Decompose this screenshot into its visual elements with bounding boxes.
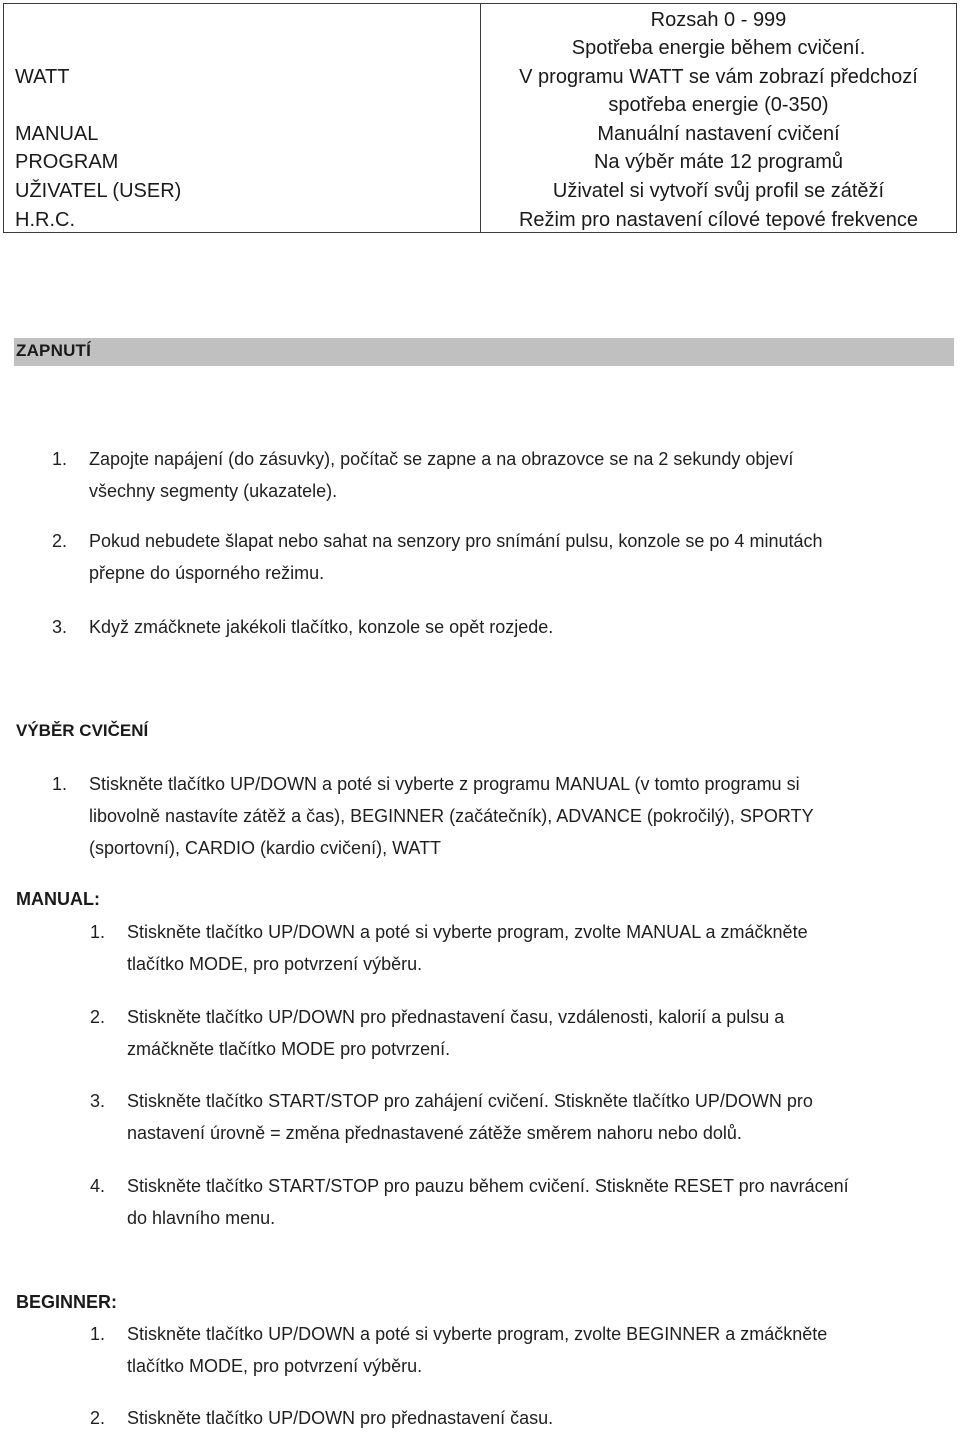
list-number: 4. (90, 1176, 106, 1196)
list-number: 1. (90, 922, 106, 942)
list-item (90, 1318, 950, 1382)
list-text: Stiskněte tlačítko UP/DOWN a poté si vyberte program, zvolte MANUAL a zmáčkněte (127, 922, 808, 942)
list-number: 1. (90, 1324, 106, 1344)
desc-range: Rozsah 0 - 999 (650, 9, 787, 31)
label-program: PROGRAM (15, 151, 119, 173)
desc-watt-line2: spotřeba energie (0-350) (608, 94, 829, 116)
spec-table (3, 3, 957, 233)
desc-watt-line1: V programu WATT se vám zobrazí předchozí (519, 66, 918, 88)
list-text: Pokud nebudete šlapat nebo sahat na senzory pro snímání pulsu, konzole se po 4 minutách (89, 531, 823, 551)
list-item (90, 1170, 950, 1234)
desc-hrc: Režim pro nastavení cílové tepové frekvence (518, 209, 919, 231)
list-text: do hlavního menu. (127, 1208, 276, 1228)
list-text: libovolně nastavíte zátěž a čas), BEGINNER (začátečník), ADVANCE (pokročilý), SPORTY (89, 806, 814, 826)
list-item (90, 916, 950, 980)
list-text: Stiskněte tlačítko UP/DOWN pro přednastavení času, vzdálenosti, kalorií a pulsu a (127, 1007, 785, 1027)
spec-table-description-column (481, 4, 956, 232)
list-item (52, 525, 952, 589)
list-text: nastavení úrovně = změna přednastavené zátěže směrem nahoru nebo dolů. (127, 1123, 742, 1143)
list-text: Stiskněte tlačítko UP/DOWN pro přednastavení času. (127, 1408, 554, 1428)
list-item (90, 1001, 950, 1065)
list-text: tlačítko MODE, pro potvrzení výběru. (127, 954, 423, 974)
section-heading-vyber-cviceni: VÝBĚR CVIČENÍ (16, 721, 149, 740)
list-item (52, 768, 952, 864)
list-item (90, 1402, 950, 1434)
desc-manual: Manuální nastavení cvičení (597, 123, 840, 145)
list-text: zmáčkněte tlačítko MODE pro potvrzení. (127, 1039, 451, 1059)
list-text: všechny segmenty (ukazatele). (89, 481, 338, 501)
label-manual: MANUAL (15, 123, 99, 145)
list-item (52, 443, 952, 507)
label-hrc: H.R.C. (15, 209, 75, 231)
list-item (52, 611, 952, 643)
list-text: Stiskněte tlačítko START/STOP pro pauzu během cvičení. Stiskněte RESET pro navrácení (127, 1176, 849, 1196)
list-item (90, 1085, 950, 1149)
list-number: 1. (52, 774, 68, 794)
label-watt: WATT (15, 66, 70, 88)
list-text: Stiskněte tlačítko UP/DOWN a poté si vyberte program, zvolte BEGINNER a zmáčkněte (127, 1324, 828, 1344)
list-text: tlačítko MODE, pro potvrzení výběru. (127, 1356, 423, 1376)
desc-program: Na výběr máte 12 programů (593, 151, 843, 173)
list-text: Stiskněte tlačítko UP/DOWN a poté si vyberte z programu MANUAL (v tomto programu si (89, 774, 800, 794)
label-user: UŽIVATEL (USER) (15, 180, 182, 202)
list-text: Když zmáčknete jakékoli tlačítko, konzole se opět rozjede. (89, 617, 554, 637)
list-number: 3. (90, 1091, 106, 1111)
list-text: (sportovní), CARDIO (kardio cvičení), WATT (89, 838, 442, 858)
list-text: přepne do úsporného režimu. (89, 563, 325, 583)
list-number: 2. (52, 531, 68, 551)
section-bar-zapnuti (14, 338, 954, 366)
list-text: Zapojte napájení (do zásuvky), počítač se zapne a na obrazovce se na 2 sekundy objeví (89, 449, 794, 469)
list-number: 2. (90, 1408, 106, 1428)
section-heading-zapnuti: ZAPNUTÍ (16, 341, 92, 360)
list-number: 3. (52, 617, 68, 637)
desc-user: Uživatel si vytvoří svůj profil se zátěží (552, 180, 885, 202)
list-number: 1. (52, 449, 68, 469)
section-heading-manual: MANUAL: (16, 889, 100, 909)
section-heading-beginner: BEGINNER: (16, 1292, 118, 1312)
spec-table-label-column (4, 4, 481, 232)
list-text: Stiskněte tlačítko START/STOP pro zahájení cvičení. Stiskněte tlačítko UP/DOWN pro (127, 1091, 813, 1111)
desc-energy: Spotřeba energie během cvičení. (571, 37, 866, 59)
list-number: 2. (90, 1007, 106, 1027)
